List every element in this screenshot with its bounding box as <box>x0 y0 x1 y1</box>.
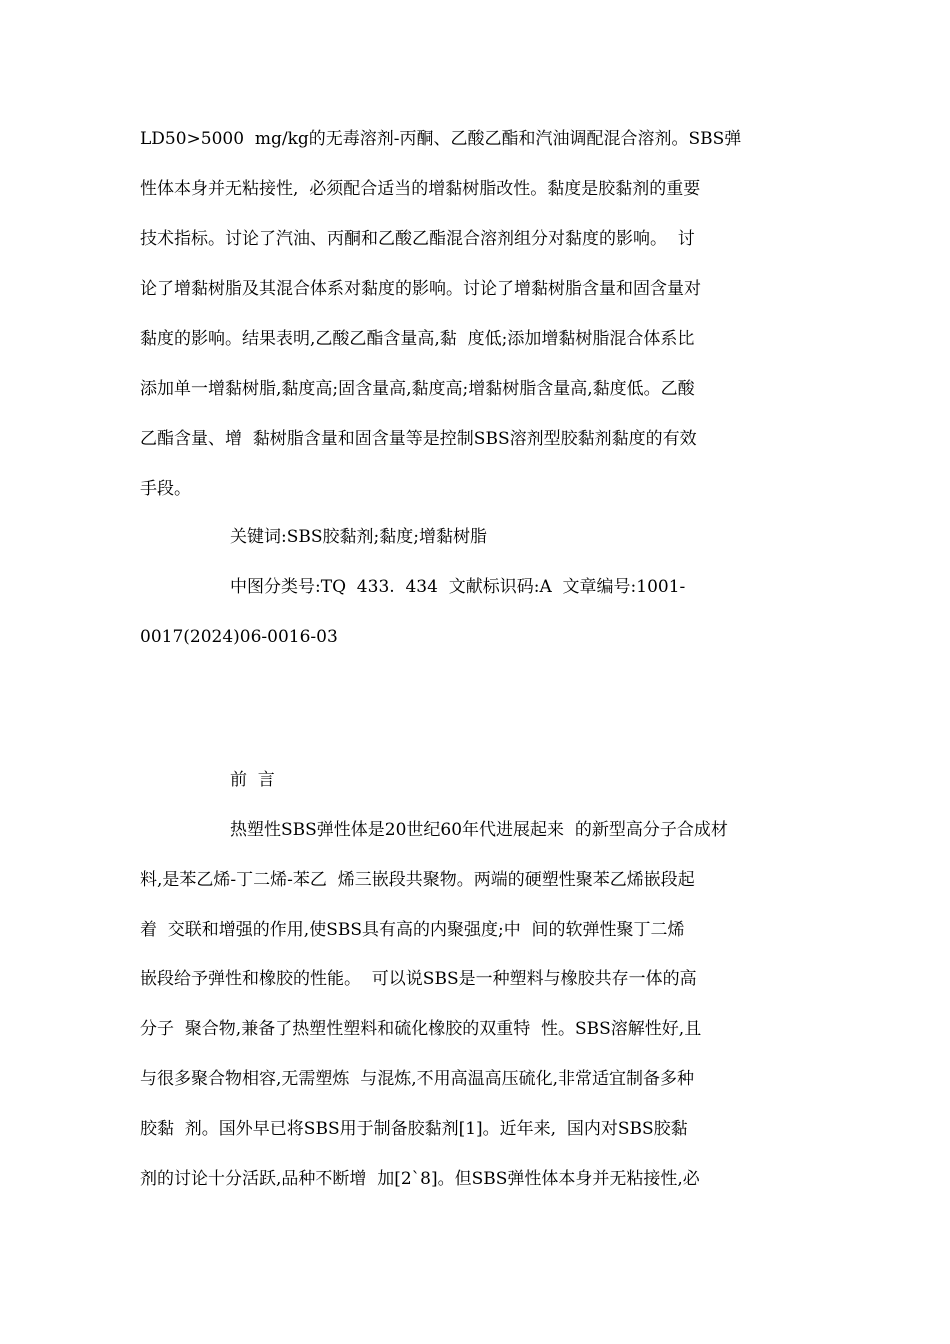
intro-line: 分子 聚合物,兼备了热塑性塑料和硫化橡胶的双重特 性。SBS溶解性好,且 <box>140 1019 702 1039</box>
intro-line: 与很多聚合物相容,无需塑炼 与混炼,不用高温高压硫化,非常适宜制备多种 <box>140 1069 695 1089</box>
intro-line: 料,是苯乙烯-丁二烯-苯乙 烯三嵌段共聚物。两端的硬塑性聚苯乙烯嵌段起 <box>140 870 695 890</box>
abstract-line: 手段。 <box>140 479 191 499</box>
keywords: 关键词:SBS胶黏剂;黏度;增黏树脂 <box>230 527 487 547</box>
intro-line: 胶黏 剂。国外早已将SBS用于制备胶黏剂[1]。近年来, 国内对SBS胶黏 <box>140 1119 688 1139</box>
abstract-line: 乙酯含量、增 黏树脂含量和固含量等是控制SBS溶剂型胶黏剂黏度的有效 <box>140 429 697 449</box>
abstract-line: 添加单一增黏树脂,黏度高;固含量高,黏度高;增黏树脂含量高,黏度低。乙酸 <box>140 379 695 399</box>
classification-line: 0017(2024)06-0016-03 <box>140 627 338 647</box>
classification-line: 中图分类号:TQ 433. 434 文献标识码:A 文章编号:1001- <box>230 577 686 597</box>
abstract-line: 黏度的影响。结果表明,乙酸乙酯含量高,黏 度低;添加增黏树脂混合体系比 <box>140 329 695 349</box>
intro-line: 剂的讨论十分活跃,品种不断增 加[2`8]。但SBS弹性体本身并无粘接性,必 <box>140 1169 700 1189</box>
intro-line: 嵌段给予弹性和橡胶的性能。 可以说SBS是一种塑料与橡胶共存一体的高 <box>140 969 697 989</box>
abstract-line: 论了增黏树脂及其混合体系对黏度的影响。讨论了增黏树脂含量和固含量对 <box>140 279 701 299</box>
abstract-line: 性体本身并无粘接性, 必须配合适当的增黏树脂改性。黏度是胶黏剂的重要 <box>140 179 701 199</box>
section-heading: 前 言 <box>230 770 275 790</box>
abstract-line: LD50>5000 mg/kg的无毒溶剂-丙酮、乙酸乙酯和汽油调配混合溶剂。SBS弹 <box>140 129 742 149</box>
intro-line: 热塑性SBS弹性体是20世纪60年代进展起来 的新型高分子合成材 <box>230 820 728 840</box>
intro-line: 着 交联和增强的作用,使SBS具有高的内聚强度;中 间的软弹性聚丁二烯 <box>140 920 685 940</box>
abstract-line: 技术指标。讨论了汽油、丙酮和乙酸乙酯混合溶剂组分对黏度的影响。 讨 <box>140 229 695 249</box>
